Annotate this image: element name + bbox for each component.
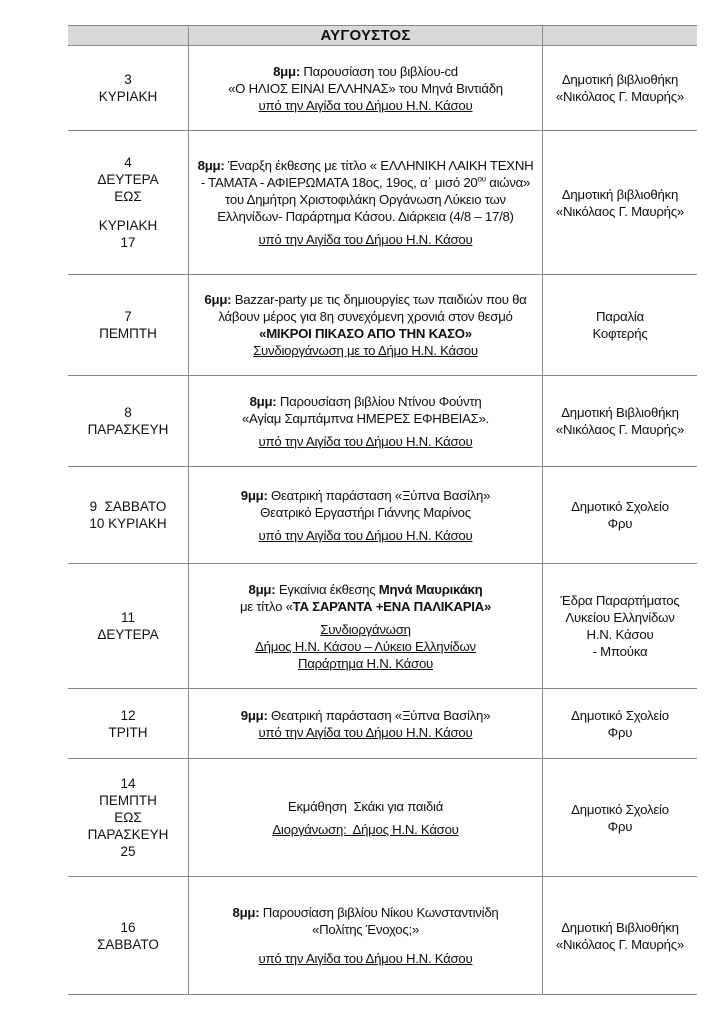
table-row [68, 467, 697, 564]
event-sponsor: υπό την Αιγίδα του Δήμου Η.Ν. Κάσου [258, 527, 473, 543]
event-organizer: Δήμος Η.Ν. Κάσου – Λύκειο Ελληνίδων [255, 638, 476, 654]
location-line: Δημοτικό Σχολείο [571, 801, 669, 817]
day-number: 8 [124, 405, 132, 420]
event-sponsor: Συνδιοργάνωση με το Δήμο Η.Ν. Κάσου [253, 343, 478, 358]
location-cell [543, 376, 697, 466]
table-row [68, 759, 697, 877]
day-name: ΠΑΡΑΣΚΕΥΗ [87, 422, 169, 437]
event-text: Παρουσίαση βιβλίου Νίκου Κωνσταντινίδη [262, 905, 499, 920]
header-day-cell [68, 26, 189, 45]
location-line: «Νικόλαος Γ. Μαυρής» [555, 89, 685, 104]
location-line: Δημοτική Βιβλιοθήκη [561, 919, 679, 935]
event-text: Bazzar-party με τις δημιουργίες των παιδιών που θα λάβουν μέρος για 8η συνεχόμενη χρονιά στον θεσμό [218, 292, 527, 324]
day-cell [68, 46, 189, 130]
day-number: 3 [124, 72, 132, 87]
day-name: 10 ΚΥΡΙΑΚΗ [89, 516, 167, 531]
event-time: 8μμ: [273, 63, 300, 79]
location-cell [543, 467, 697, 563]
event-artist: Μηνά Μαυρικάκη [378, 581, 483, 597]
day-cell [68, 564, 189, 688]
location-line: Δημοτικό Σχολείο [571, 707, 669, 723]
day-number: 16 [120, 919, 136, 935]
location-line: Δημοτική Βιβλιοθήκη [561, 405, 679, 420]
event-text: αιώνα» του Δημήτρη Χριστοφιλάκη Οργάνωση Λύκειο των Ελληνίδων- Παράρτημα Κάσου. Διάρκεια (4/8 – 17/8) [217, 175, 531, 224]
day-name: ΔΕΥΤΕΡΑ [97, 627, 159, 642]
day-number: 14 [120, 776, 136, 791]
event-text: Έναρξη έκθεσης με τίτλο « ΕΛΛΗΝΙΚΗ ΛΑΙΚΗ ΤΕΧΝΗ - ΤΑΜΑΤΑ - ΑΦΙΕΡΩΜΑΤΑ 18ος, 19ος, α΄ μισό 20 [200, 158, 534, 190]
location-line: «Νικόλαος Γ. Μαυρής» [555, 203, 685, 219]
location-line: Φρυ [607, 818, 633, 834]
day-number: 12 [120, 707, 136, 723]
event-organizer: Διοργάνωση: Δήμος Η.Ν. Κάσου [272, 821, 459, 837]
day-name: 9 ΣΑΒΒΑΤΟ [89, 499, 167, 514]
day-cell [68, 759, 189, 876]
table-row [68, 689, 697, 759]
event-cell [189, 131, 543, 274]
location-cell [543, 46, 697, 130]
event-organizer: Συνδιοργάνωση [320, 621, 411, 637]
day-range-word: ΕΩΣ [114, 189, 142, 204]
day-name: ΠΕΜΠΤΗ [99, 793, 157, 808]
location-line: Κοφτερής [592, 326, 648, 341]
event-time: 8μμ: [248, 581, 276, 597]
events-table [68, 25, 697, 995]
event-text: Θεατρικό Εργαστήρι Γιάννης Μαρίνος [260, 504, 471, 520]
day-number: 25 [120, 844, 136, 859]
event-text: Εκμάθηση Σκάκι για παιδιά [287, 798, 444, 814]
day-cell [68, 376, 189, 466]
location-line: Φρυ [607, 724, 633, 740]
location-line: - Μπούκα [592, 644, 648, 659]
event-time: 9μμ: [240, 487, 268, 503]
event-organizer: Παράρτημα Η.Ν. Κάσου [297, 655, 433, 671]
event-text: «Πολίτης Ένοχος;» [312, 922, 419, 937]
day-cell [68, 467, 189, 563]
event-time: 8μμ: [232, 905, 260, 920]
event-cell [189, 689, 543, 758]
table-row [68, 275, 697, 376]
location-cell [543, 877, 697, 994]
day-cell [68, 275, 189, 375]
event-sponsor: υπό την Αιγίδα του Δήμου Η.Ν. Κάσου [258, 232, 473, 247]
table-row [68, 131, 697, 275]
location-line: Έδρα Παραρτήματος [560, 593, 680, 608]
event-text: Παρουσίαση βιβλίου Ντίνου Φούντη [279, 393, 482, 409]
day-number: 17 [120, 235, 136, 250]
header-location-cell [543, 26, 697, 45]
day-name: ΔΕΥΤΕΡΑ [97, 172, 159, 187]
day-name: ΚΥΡΙΑΚΗ [98, 89, 158, 104]
location-cell [543, 131, 697, 274]
event-text: με τίτλο « [239, 598, 293, 614]
event-title: «ΜΙΚΡΟΙ ΠΙΚΑΣΟ ΑΠΟ ΤΗΝ ΚΑΣΟ» [259, 326, 472, 341]
event-text: Θεατρική παράσταση «Ξύπνα Βασίλη» [271, 707, 491, 723]
location-line: Φρυ [607, 516, 633, 531]
location-line: Η.Ν. Κάσου [586, 627, 654, 642]
event-title: ΤΑ ΣΑΡΆΝΤΑ +ΕΝΑ ΠΑΛΙΚΑΡΙΑ» [292, 598, 492, 614]
event-cell [189, 759, 543, 876]
day-name: ΠΑΡΑΣΚΕΥΗ [87, 827, 169, 842]
table-header-row [68, 25, 697, 46]
event-sponsor: υπό την Αιγίδα του Δήμου Η.Ν. Κάσου [258, 433, 473, 449]
day-name: ΤΡΙΤΗ [108, 724, 148, 740]
location-cell [543, 564, 697, 688]
event-sponsor: υπό την Αιγίδα του Δήμου Η.Ν. Κάσου [258, 724, 473, 740]
month-title: ΑΥΓΟΥΣΤΟΣ [320, 27, 411, 44]
location-line: Δημοτική βιβλιοθήκη [561, 186, 679, 202]
day-name: ΠΕΜΠΤΗ [99, 326, 157, 341]
event-cell [189, 877, 543, 994]
day-number: 11 [120, 610, 135, 625]
day-cell [68, 689, 189, 758]
event-time: 6μμ: [204, 292, 232, 307]
event-cell [189, 467, 543, 563]
event-time: 8μμ: [197, 158, 225, 173]
day-range-word: ΕΩΣ [114, 810, 142, 825]
event-sponsor: υπό την Αιγίδα του Δήμου Η.Ν. Κάσου [258, 951, 473, 966]
event-time: 8μμ: [249, 393, 277, 409]
event-time: 9μμ: [240, 707, 268, 723]
event-cell [189, 376, 543, 466]
table-row [68, 376, 697, 467]
table-row [68, 877, 697, 995]
location-cell [543, 759, 697, 876]
event-superscript: ου [477, 174, 486, 184]
table-row [68, 46, 697, 131]
event-cell [189, 275, 543, 375]
location-cell [543, 689, 697, 758]
day-name: ΚΥΡΙΑΚΗ [98, 218, 158, 233]
location-cell [543, 275, 697, 375]
day-number: 4 [124, 155, 132, 170]
event-text: Θεατρική παράσταση «Ξύπνα Βασίλη» [271, 487, 491, 503]
location-line: Δημοτική βιβλιοθήκη [561, 72, 679, 87]
location-line: «Νικόλαος Γ. Μαυρής» [555, 422, 685, 437]
day-number: 7 [124, 309, 132, 324]
table-row [68, 564, 697, 689]
day-name: ΣΑΒΒΑΤΟ [97, 936, 159, 952]
event-text: Παρουσίαση του βιβλίου-cd [303, 63, 458, 79]
event-cell [189, 46, 543, 130]
header-month-cell [189, 26, 543, 45]
day-cell [68, 877, 189, 994]
location-line: Δημοτικό Σχολείο [571, 499, 669, 514]
event-text: Εγκαίνια έκθεσης [278, 581, 379, 597]
event-sponsor: υπό την Αιγίδα του Δήμου Η.Ν. Κάσου [258, 97, 473, 113]
event-text: «Ο ΗΛΙΟΣ ΕΙΝΑΙ ΕΛΛΗΝΑΣ» του Μηνά Βιντιάδη [228, 80, 503, 96]
event-cell [189, 564, 543, 688]
day-cell [68, 131, 189, 274]
location-line: Λυκείου Ελληνίδων [565, 610, 675, 625]
location-line: «Νικόλαος Γ. Μαυρής» [555, 936, 685, 952]
location-line: Παραλία [595, 309, 645, 324]
event-text: «Αγίαμ Σαμπάμπνα ΗΜΕΡΕΣ ΕΦΗΒΕΙΑΣ». [241, 410, 490, 426]
